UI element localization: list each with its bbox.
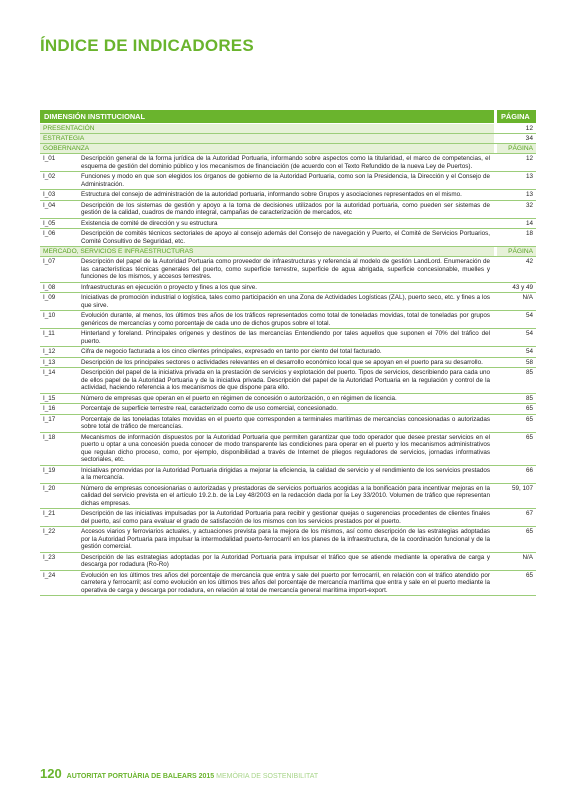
indicator-page: N/A (522, 294, 533, 301)
table-row (40, 190, 536, 201)
indicator-description: Evolución en los últimos tres años del porcentaje de mercancía que entra y sale del puerto por ferrocarril, en relación con el tráfico atendido por carretera y ferrocarril; así como evolución en los últimos tres años del porcentaje de mercancía marítima que entra y sale en el puerto mediante la operativa de carga y descarga por rodadura, en relación al total de mercancía general marítima import-export. (81, 571, 490, 594)
indicator-page: 65 (525, 415, 533, 423)
indicator-page: 54 (525, 312, 533, 319)
table-row (40, 154, 536, 172)
indicator-code: I_01 (43, 155, 56, 162)
table-row (40, 172, 536, 190)
indicators-table (40, 110, 536, 596)
table-row (40, 466, 536, 484)
indicator-code: I_05 (43, 219, 56, 227)
table-header (40, 110, 536, 124)
footer-report-title: MEMÒRIA DE SOSTENIBILITAT (216, 773, 319, 780)
section-label: ESTRATEGIA (43, 135, 85, 142)
indicator-code: I_15 (43, 394, 56, 402)
indicator-code: I_13 (43, 358, 56, 366)
indicator-code: I_12 (43, 348, 56, 355)
indicator-page: 54 (525, 348, 533, 355)
indicator-code: I_23 (43, 553, 56, 561)
group-page-label: PÁGINA (494, 144, 536, 153)
indicator-description: Descripción general de la forma jurídica de la Autoridad Portuaria, informando sobre aspectos como la titularidad, el marco de competencias, el esquema de gestión del dominio público y los mecanismos de financiación (de acuerdo con el Texto Refundido de la nueva Ley de Puertos). (81, 155, 490, 170)
indicator-code: I_11 (43, 330, 55, 337)
indicator-description: Mecanismos de información dispuestos por la Autoridad Portuaria que permiten garantizar que todo operador que desee prestar servicios en el puerto u optar a una concesión pueda conocer de modo transparente las condiciones para operar en el puerto y los mecanismos administrativos que regulan dicho proceso, como, por ejemplo, disponibilidad a través de Internet de pliegos reguladores de servicios, jornadas informativas sectoriales, etc. (81, 433, 490, 463)
indicator-page: 12 (525, 155, 533, 162)
indicator-page: 85 (525, 394, 533, 402)
indicator-code: I_03 (43, 191, 56, 198)
page-title: ÍNDICE DE INDICADORES (40, 36, 254, 55)
section-row (40, 134, 536, 144)
table-row (40, 311, 536, 329)
footer-page-number: 120 (40, 766, 62, 781)
indicator-description: Número de empresas que operan en el puerto en régimen de concesión o autorización, o en régimen de licencia. (81, 394, 397, 402)
indicator-description: Hinterland y foreland. Principales orígenes y destinos de las mercancías Entendiendo por tales aquellos que suponen el 70% del tráfico del puerto. (81, 330, 490, 345)
indicator-page: 65 (525, 405, 533, 412)
indicator-page: 59, 107 (511, 484, 533, 492)
group-header (40, 144, 536, 154)
indicator-code: I_16 (43, 405, 56, 412)
table-row (40, 368, 536, 394)
indicator-description: Accesos viarios y ferroviarios actuales, y actuaciones prevista para la mejora de los mismos, así como descripción de las estrategias adoptadas por la Autoridad Portuaria para impulsar la intermodalidad puerto-ferrocarril en los planes de la infraestructura, de la coordinación funcional y de la gestión comercial. (81, 528, 490, 550)
indicator-description: Número de empresas concesionarias o autorizadas y prestadoras de servicios portuarios acogidas a la bonificación para incentivar mejoras en la calidad del servicio prevista en el artículo 19.2.b. de la Ley 48/2003 en la redacción dada por la Ley 33/2010. Volumen de tráfico que representan dichas empresas. (81, 484, 490, 507)
indicator-page: 65 (525, 571, 533, 579)
indicator-code: I_14 (43, 369, 56, 376)
table-row (40, 394, 536, 405)
table-row (40, 201, 536, 219)
section-label: PRESENTACIÓN (43, 125, 95, 132)
indicator-code: I_10 (43, 312, 56, 319)
footer-organization: AUTORITAT PORTUÀRIA DE BALEARS 2015 (66, 773, 215, 780)
indicator-page: 65 (525, 433, 533, 441)
indicator-page: 67 (525, 510, 533, 517)
table-row (40, 509, 536, 527)
indicator-code: I_19 (43, 466, 56, 474)
indicator-description: Descripción de los principales sectores o actividades relevantes en el desarrollo económico local que se apoyan en el puerto para su desarrollo. (81, 358, 483, 366)
table-row (40, 571, 536, 597)
indicator-page: 14 (525, 219, 533, 227)
table-row (40, 283, 536, 294)
indicator-description: Existencia de comité de dirección y su estructura (81, 219, 218, 227)
table-row (40, 293, 536, 311)
table-body (40, 124, 536, 596)
indicator-page: 85 (525, 369, 533, 376)
indicator-description: Porcentaje de superficie terrestre real, caracterizado como de uso comercial, concesionado. (81, 405, 338, 412)
indicator-page: 66 (525, 466, 533, 474)
table-row (40, 484, 536, 510)
table-row (40, 229, 536, 247)
indicator-description: Estructura del consejo de administración de la autoridad portuaria, informando sobre Grupos y asociaciones representados en el mismo. (81, 191, 462, 198)
indicator-page: 42 (525, 258, 533, 265)
table-row (40, 404, 536, 415)
indicator-page: 32 (525, 201, 533, 209)
group-header (40, 247, 536, 257)
group-page-label: PÁGINA (494, 247, 536, 256)
indicator-code: I_02 (43, 173, 56, 180)
section-row (40, 124, 536, 134)
indicator-page: 43 y 49 (512, 283, 533, 291)
section-page: 34 (494, 134, 536, 143)
group-label: GOBERNANZA (43, 145, 90, 152)
table-row (40, 527, 536, 553)
indicator-description: Porcentaje de las toneladas totales movidas en el puerto que corresponden a terminales marítimas de mercancías concesionadas o autorizadas sobre total de tráfico de mercancías. (81, 415, 490, 430)
indicator-description: Descripción de las estrategias adoptadas por la Autoridad Portuaria para impulsar el tráfico que se atiende mediante la operativa de carga y descarga por rodadura (Ro-Ro) (81, 553, 490, 568)
table-row (40, 219, 536, 230)
indicator-page: 58 (525, 358, 533, 366)
header-dimension-label: DIMENSIÓN INSTITUCIONAL (44, 112, 146, 121)
indicator-code: I_04 (43, 201, 56, 209)
indicator-page: N/A (522, 553, 533, 561)
indicator-code: I_17 (43, 415, 56, 423)
indicator-description: Descripción de comités técnicos sectoriales de apoyo al consejo además del Consejo de navegación y Puerto, el Comité de Servicios Portuarios, Comité Consultivo de Seguridad, etc. (81, 230, 490, 245)
indicator-description: Cifra de negocio facturada a los cinco clientes principales, expresado en tanto por ciento del total facturado. (81, 348, 382, 355)
indicator-description: Iniciativas promovidas por la Autoridad Portuaria dirigidas a mejorar la eficiencia, la calidad de servicio y el rendimiento de los servicios prestados a la mercancía. (81, 466, 490, 481)
indicator-description: Iniciativas de promoción industrial o logística, tales como participación en una Zona de Actividades Logísticas (ZAL), puerto seco, etc. y fines a los que sirve. (81, 294, 490, 309)
group-label: MERCADO, SERVICIOS E INFRAESTRUCTURAS (43, 248, 194, 255)
indicator-page: 65 (525, 528, 533, 535)
table-row (40, 329, 536, 347)
table-row (40, 358, 536, 369)
indicator-code: I_18 (43, 433, 56, 441)
indicator-code: I_07 (43, 258, 56, 265)
indicator-description: Funciones y modo en que son elegidos los órganos de gobierno de la Autoridad Portuaria, como son la Presidencia, la Dirección y el Consejo de Administración. (81, 173, 490, 188)
indicator-page: 18 (525, 230, 533, 237)
indicator-description: Infraestructuras en ejecución o proyecto y fines a los que sirve. (81, 283, 258, 291)
indicator-code: I_24 (43, 571, 56, 579)
indicator-description: Descripción de los sistemas de gestión y apoyo a la toma de decisiones utilizados por la autoridad portuaria, como pueden ser sistemas de gestión de la calidad, cuadros de mando integral, campañas de caracterización de mercados, etc (81, 201, 490, 216)
indicator-code: I_06 (43, 230, 56, 237)
indicator-description: Descripción del papel de la iniciativa privada en la prestación de servicios y explotación del puerto. Tipos de servicios, describiendo para cada uno de ellos papel de la Autoridad Portuaria y de la iniciativa privada. Descripción del papel de la Autoridad Portuaria en la regulación y control de la actividad, haciendo referencia a los mecanismos de que dispone para ello. (81, 369, 490, 391)
table-row (40, 257, 536, 283)
indicator-code: I_09 (43, 294, 56, 301)
indicator-page: 54 (525, 330, 533, 337)
table-row (40, 347, 536, 358)
table-row (40, 415, 536, 433)
indicator-page: 13 (525, 173, 533, 180)
indicator-description: Evolución durante, al menos, los últimos tres años de los tráficos representados como total de toneladas movidas, total de toneladas por grupos genéricos de mercancías y como porcentaje de cada uno de dichos grupos sobre el total. (81, 312, 490, 327)
table-row (40, 553, 536, 571)
section-page: 12 (494, 124, 536, 133)
header-page-label: PÁGINA (494, 110, 536, 123)
table-row (40, 433, 536, 466)
indicator-description: Descripción de las iniciativas impulsadas por la Autoridad Portuaria para recibir y gestionar quejas o sugerencias procedentes de clientes finales del puerto, así como para evaluar el grado de satisfacción de los mismos con los servicios prestados por el puerto. (81, 510, 490, 525)
indicator-code: I_21 (43, 510, 56, 517)
indicator-code: I_08 (43, 283, 56, 291)
page-footer (40, 766, 318, 781)
indicator-page: 13 (525, 191, 533, 198)
indicator-description: Descripción del papel de la Autoridad Portuaria como proveedor de infraestructuras y referencia al modelo de gestión LandLord. Enumeración de las características técnicas generales del puerto, como superficie terrestre, superficie de agua abrigada, superficie concesionable, muelles y funciones de los mismos, y accesos terrestres. (81, 258, 490, 280)
indicator-code: I_20 (43, 484, 56, 492)
indicator-code: I_22 (43, 528, 56, 535)
